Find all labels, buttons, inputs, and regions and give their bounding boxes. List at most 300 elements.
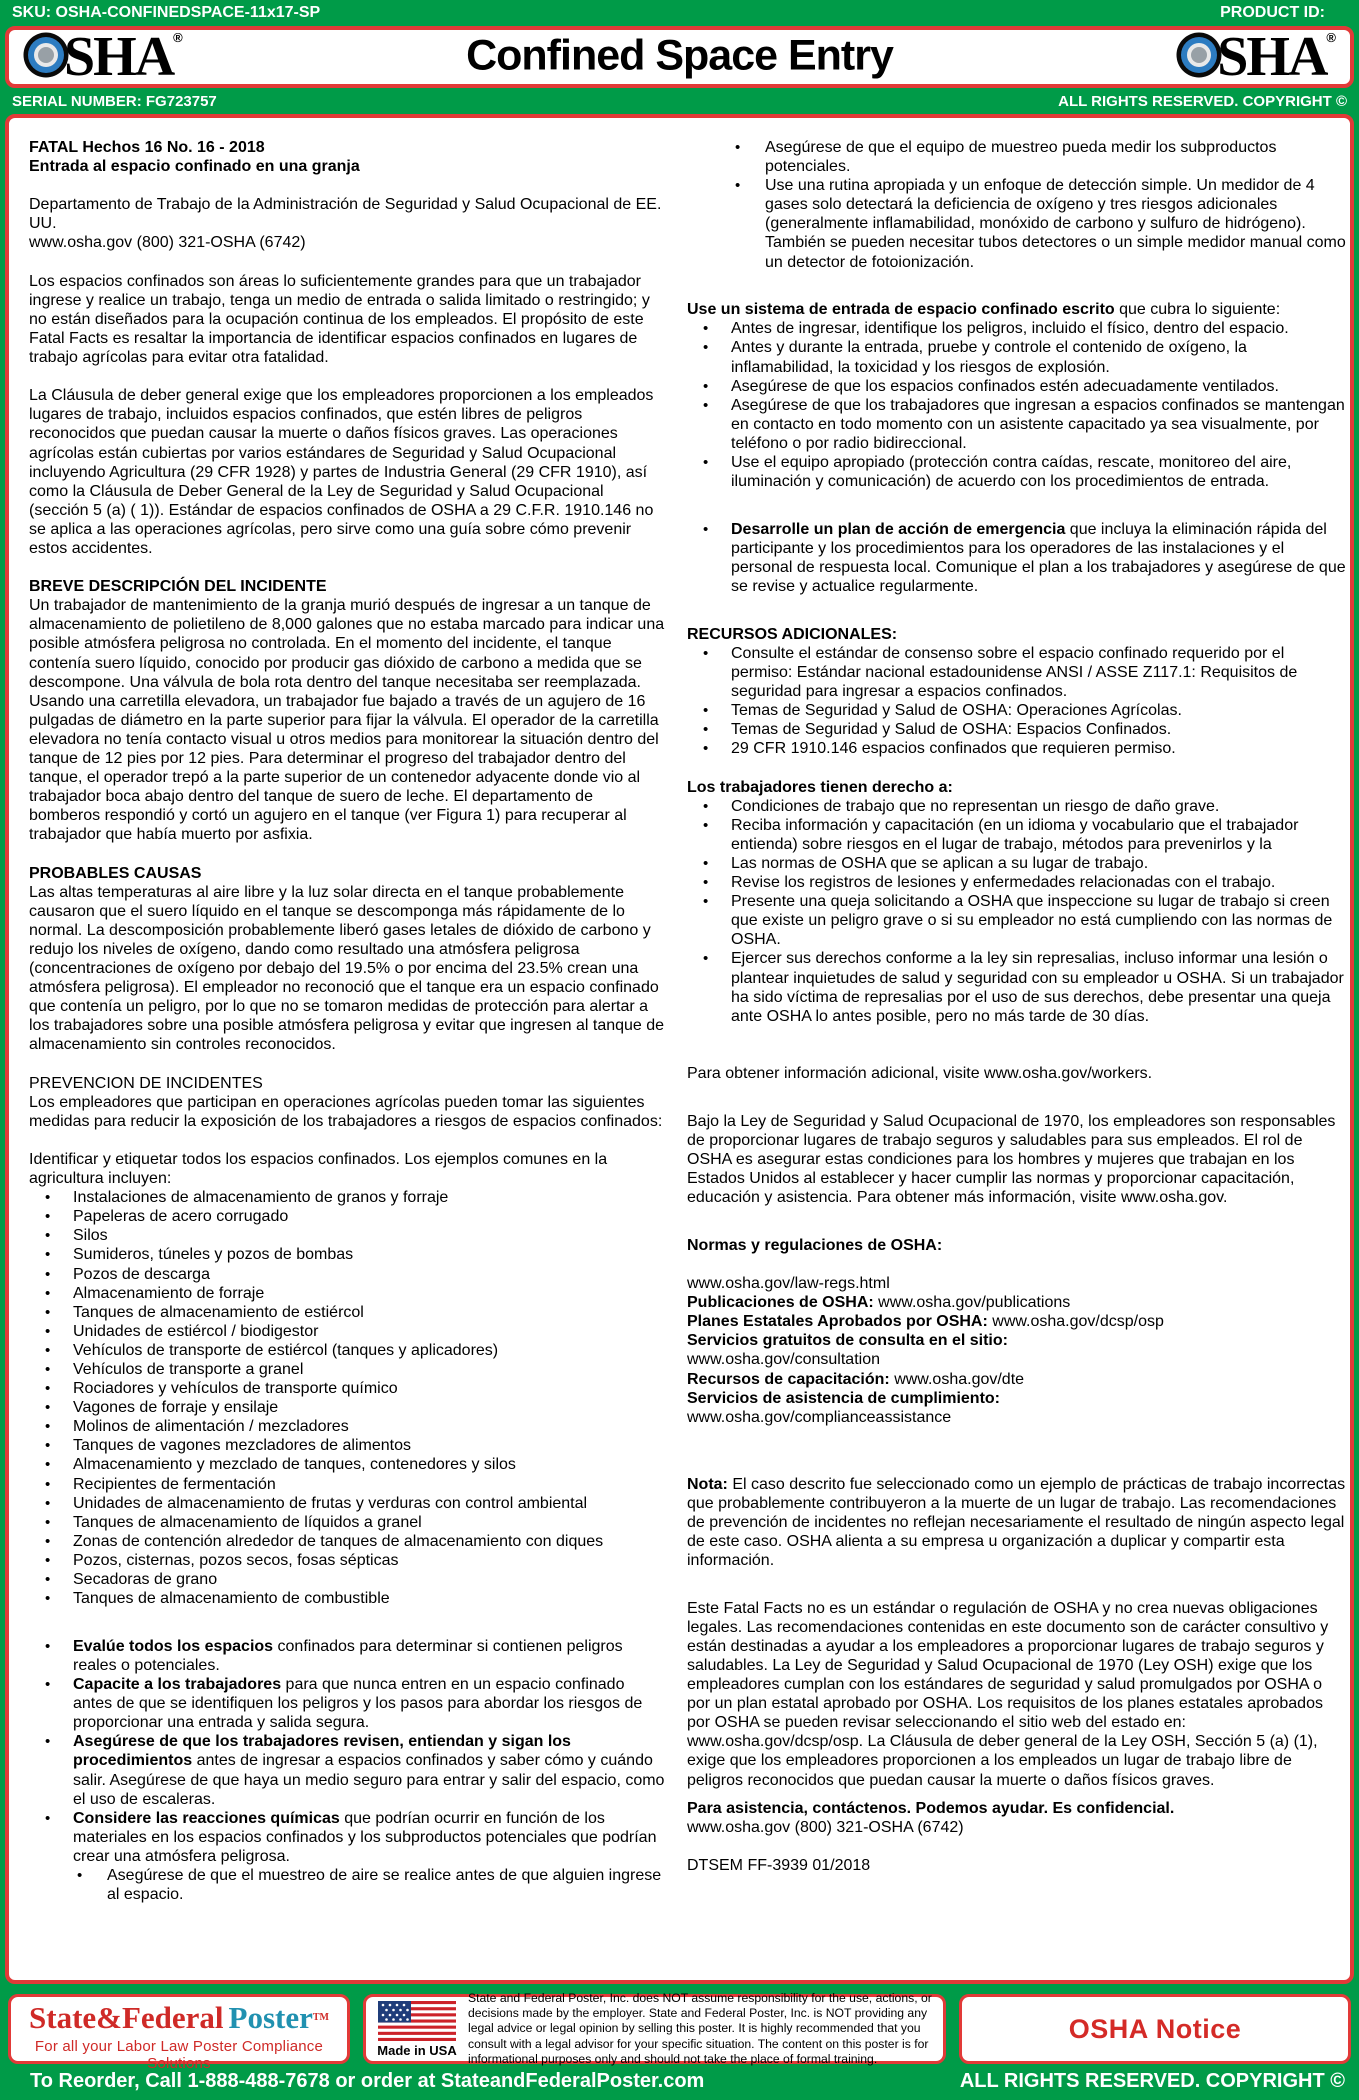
text-run: Tanques de vagones mezcladores de alimentos <box>73 1437 411 1455</box>
bold-text-run: Servicios de asistencia de cumplimiento: <box>687 1389 1000 1407</box>
bullet-item <box>29 1417 667 1436</box>
bullet-text <box>73 1342 498 1359</box>
bold-text-run: Entrada al espacio confinado en una granja <box>29 158 360 176</box>
bullet-icon: • <box>703 320 709 338</box>
poster-body <box>5 114 1354 1984</box>
bold-text-run: Desarrolle un plan de acción de emergencia <box>731 520 1066 538</box>
spacer <box>687 1083 1347 1112</box>
bullet-item <box>687 176 1347 271</box>
bullet-icon: • <box>703 702 709 720</box>
spacer <box>687 1427 1347 1475</box>
spacer <box>29 253 667 272</box>
bullet-icon: • <box>45 1551 51 1569</box>
bullet-icon: • <box>45 1399 51 1417</box>
text-run: Use el equipo apropiado (protección contra caídas, rescate, monitoreo del aire, iluminación y comunicación) de acuerdo con los procedimientos de entrada. <box>731 454 1292 491</box>
text-run: Tanques de almacenamiento de líquidos a granel <box>73 1513 422 1531</box>
bold-text-run: Normas y regulaciones de OSHA: <box>687 1236 943 1254</box>
text-run: www.osha.gov (800) 321-OSHA (6742) <box>687 1819 964 1837</box>
spacer <box>29 176 667 195</box>
bullet-text <box>73 1323 318 1340</box>
bullet-text <box>73 1476 276 1493</box>
bullet-icon: • <box>45 1208 51 1226</box>
bullet-icon: • <box>703 644 709 662</box>
paragraph <box>687 1370 1347 1389</box>
spacer <box>29 367 667 386</box>
bullet-icon: • <box>45 1361 51 1378</box>
spacer <box>29 1131 667 1150</box>
text-run: Instalaciones de almacenamiento de granos y forraje <box>73 1189 449 1207</box>
spacer <box>687 1790 1347 1800</box>
bullet-icon: • <box>45 1513 51 1531</box>
bold-text-run: Asegúrese de que los trabajadores revisen, entiendan y sigan los procedimientos <box>73 1733 571 1770</box>
paragraph <box>687 1856 1347 1875</box>
bullet-item <box>29 1379 667 1398</box>
bullet-icon: • <box>703 740 709 758</box>
bullet-icon: • <box>45 1189 51 1207</box>
bullet-item <box>687 453 1347 491</box>
bullet-item <box>687 797 1347 816</box>
text-run: antes de ingresar a espacios confinados y saber cómo y cuándo salir. Asegúrese de que haya un medio seguro para entrar y salir del espacio, como el uso de escaleras. <box>73 1752 665 1808</box>
text-run: Asegúrese de que los espacios confinados estén adecuadamente ventilados. <box>731 377 1279 395</box>
bullet-icon: • <box>703 874 709 892</box>
bullet-text <box>73 1418 349 1435</box>
text-run: Asegúrese de que el equipo de muestreo pueda medir los subproductos potenciales. <box>765 139 1277 176</box>
bullet-icon: • <box>77 1866 83 1884</box>
bullet-text <box>731 320 1289 337</box>
osha-emblem-icon <box>1176 32 1222 82</box>
text-run: Identificar y etiquetar todos los espacios confinados. Los ejemplos comunes en la agricultura incluyen: <box>29 1150 608 1188</box>
footer <box>0 1984 1359 2100</box>
bullet-icon: • <box>45 1590 51 1608</box>
spacer <box>687 1837 1347 1856</box>
bullet-text <box>73 1304 364 1321</box>
paragraph <box>29 577 667 596</box>
bullet-icon: • <box>45 1418 51 1436</box>
paragraph <box>687 1799 1347 1818</box>
title-banner <box>5 26 1354 88</box>
text-run: DTSEM FF-3939 01/2018 <box>687 1857 871 1875</box>
spacer <box>687 1255 1347 1274</box>
bullet-item <box>29 1732 667 1808</box>
paragraph <box>687 1236 1347 1255</box>
bold-text-run: BREVE DESCRIPCIÓN DEL INCIDENTE <box>29 578 327 596</box>
bullet-item <box>29 1551 667 1570</box>
paragraph <box>687 1112 1347 1207</box>
spacer <box>687 596 1347 625</box>
text-run: que podrían ocurrir en función de los materiales en los espacios confinados y los subproductos potenciales que podrían crear una atmósfera peligrosa. <box>73 1809 657 1865</box>
bullet-icon: • <box>45 1380 51 1398</box>
bullet-text <box>731 521 1346 595</box>
trademark-mark: TM <box>312 2012 329 2023</box>
bullet-list <box>687 797 1347 1026</box>
text-run: que cubra lo siguiente: <box>1114 301 1281 319</box>
bullet-text <box>73 1456 516 1473</box>
paragraph <box>29 596 667 844</box>
bullet-icon: • <box>703 377 709 395</box>
spacer <box>687 272 1347 301</box>
bullet-list <box>687 319 1347 491</box>
text-run: Recipientes de fermentación <box>73 1475 276 1493</box>
bullet-text <box>73 1590 390 1607</box>
bullet-icon: • <box>703 721 709 739</box>
bullet-icon: • <box>703 396 709 414</box>
text-run: Tanques de almacenamiento de estiércol <box>73 1303 364 1321</box>
text-run: Las normas de OSHA que se aplican a su lugar de trabajo. <box>731 855 1149 873</box>
text-run: Los empleadores que participan en operaciones agrícolas pueden tomar las siguientes medidas para reducir la exposición de los trabajadores a riesgos de espacios confinados: <box>29 1093 663 1130</box>
text-run: Las altas temperaturas al aire libre y la luz solar directa en el tanque probablemente causaron que el suero líquido en el tanque se descomponga más rápidamente de lo normal. La descomposición probablemente liberó gases letales de dióxido de carbono y redujo los niveles de oxígeno, dando como resultado una atmósfera peligrosa (concentraciones de oxígeno por debajo del 19.5% o por encima del 23.5% crean una atmósfera peligrosa). El empleador no reconoció que el tanque era un espacio confinado que contenía un peligro, por lo que no se tomaron medidas de protección para alertar a los trabajadores sobre una posible atmósfera peligrosa y evitar que ingresen al tanque de almacenamiento sin controles reconocidos. <box>29 883 665 1054</box>
bullet-text <box>731 798 1219 815</box>
text-run: Zonas de contención alrededor de tanques de almacenamiento con diques <box>73 1532 604 1550</box>
bullet-item <box>687 377 1347 396</box>
left-column <box>29 138 667 1904</box>
text-run: Para obtener información adicional, visite www.osha.gov/workers. <box>687 1065 1153 1083</box>
bold-text-run: Recursos de capacitación: <box>687 1370 890 1388</box>
bullet-item <box>29 1494 667 1513</box>
osha-logo-text: SHA <box>1217 26 1327 88</box>
text-run: www.osha.gov/law-regs.html <box>687 1275 890 1293</box>
osha-logo-right <box>1176 26 1336 88</box>
text-run: Antes y durante la entrada, pruebe y controle el contenido de oxígeno, la inflamabilidad, la toxicidad y los riesgos de explosión. <box>731 339 1247 376</box>
bullet-item <box>687 644 1347 701</box>
brand-name <box>11 1998 347 2038</box>
osha-notice-label: OSHA Notice <box>1068 2013 1242 2044</box>
text-run: www.osha.gov/dte <box>889 1370 1025 1388</box>
bullet-item <box>687 816 1347 854</box>
bullet-item <box>29 1284 667 1303</box>
paragraph <box>29 1074 667 1093</box>
top-bar <box>0 0 1359 26</box>
text-run: Condiciones de trabajo que no representan un riesgo de daño grave. <box>731 797 1220 815</box>
bullet-icon: • <box>45 1322 51 1340</box>
registered-mark: ® <box>1326 30 1336 45</box>
registered-mark: ® <box>173 30 183 45</box>
bullet-text <box>73 1810 656 1865</box>
bullet-text <box>73 1676 642 1731</box>
bullet-item <box>687 701 1347 720</box>
bullet-item <box>687 949 1347 1025</box>
osha-logo-left <box>23 26 183 88</box>
bullet-text <box>73 1208 288 1225</box>
bold-text-run: PROBABLES CAUSAS <box>29 864 202 882</box>
paragraph <box>687 1599 1347 1790</box>
bullet-text <box>73 1380 398 1397</box>
bullet-icon: • <box>45 1341 51 1359</box>
paragraph <box>687 1408 1347 1427</box>
text-run: Unidades de almacenamiento de frutas y verduras con control ambiental <box>73 1494 588 1512</box>
text-run: Pozos, cisternas, pozos secos, fosas sépticas <box>73 1551 399 1569</box>
bullet-text <box>731 397 1345 452</box>
bullet-text <box>73 1266 210 1283</box>
paragraph <box>687 1274 1347 1293</box>
text-run: Asegúrese de que los trabajadores que ingresan a espacios confinados se mantengan en contacto en todo momento con un asistente capacitado ya sea visualmente, por teléfono o por radio bidireccional. <box>731 396 1345 452</box>
text-run: Almacenamiento de forraje <box>73 1284 265 1302</box>
paragraph <box>687 1350 1347 1369</box>
bullet-item <box>29 1436 667 1455</box>
bullet-text <box>73 1733 664 1807</box>
brand-name-red: State&Federal <box>29 2000 224 2035</box>
bullet-icon: • <box>703 339 709 357</box>
text-run: www.osha.gov/publications <box>873 1294 1071 1312</box>
made-in-usa-block <box>374 2001 460 2057</box>
paragraph <box>687 1389 1347 1408</box>
serial-number: SERIAL NUMBER: FG723757 <box>12 92 217 110</box>
reorder-bar <box>0 2068 1359 2100</box>
bullet-icon: • <box>45 1246 51 1264</box>
bullet-text <box>731 721 1171 738</box>
bullet-text <box>73 1399 278 1416</box>
disclaimer-box <box>363 1991 946 2066</box>
sku-label: SKU: OSHA-CONFINEDSPACE-11x17-SP <box>12 4 321 21</box>
bullet-text <box>73 1638 623 1674</box>
footer-boxes <box>0 1984 1359 2072</box>
spacer <box>687 1570 1347 1599</box>
page-title: Confined Space Entry <box>466 31 893 80</box>
bullet-icon: • <box>703 816 709 834</box>
bullet-icon: • <box>45 1571 51 1589</box>
text-run: Asegúrese de que el muestreo de aire se realice antes de que alguien ingrese al espacio. <box>107 1866 662 1904</box>
bullet-text <box>73 1571 217 1588</box>
bullet-item <box>29 1475 667 1494</box>
paragraph <box>687 1475 1347 1570</box>
bullet-icon: • <box>45 1265 51 1283</box>
paragraph <box>29 138 667 157</box>
paragraph <box>29 864 667 883</box>
spacer <box>29 1608 667 1637</box>
bold-text-run: FATAL Hechos 16 No. 16 - 2018 <box>29 139 265 156</box>
bullet-item <box>29 1226 667 1245</box>
bullet-text <box>731 454 1291 490</box>
bullet-icon: • <box>45 1637 51 1655</box>
paragraph <box>29 386 667 558</box>
bullet-item <box>29 1341 667 1360</box>
text-run: Consulte el estándar de consenso sobre el espacio confinado requerido por el permiso: Estándar nacional estadounidense ANSI / ASSE Z117.1: Requisitos de seguridad para ingresar a espacios confinados. <box>731 644 1298 701</box>
text-run: Rociadores y vehículos de transporte químico <box>73 1380 398 1398</box>
text-run: Ejercer sus derechos conforme a la ley sin represalias, incluso informar una lesión o plantear inquietudes de salud y seguridad con su empleador u OSHA. Si un trabajador ha sido víctima de represalias por el uso de sus derechos, debe presentar una queja ante OSHA lo antes posible, pero no más tarde de 30 días. <box>731 950 1344 1025</box>
bullet-text <box>731 339 1247 375</box>
made-in-usa-label: Made in USA <box>377 2043 457 2058</box>
text-run: Almacenamiento y mezclado de tanques, contenedores y silos <box>73 1456 516 1474</box>
text-run: La Cláusula de deber general exige que los empleadores proporcionen a los empleados lugares de trabajo, incluidos espacios confinados, que estén libres de peligros reconocidos que puedan causar la muerte o daños físicos graves. Las operaciones agrícolas están cubiertas por varios estándares de Seguridad y Salud Ocupacional incluyendo Agricultura (29 CFR 1928) y partes de Industria General (29 CFR 1910), así como la Cláusula de Deber General de la Ley de Seguridad y Salud Ocupacional (sección 5 (a) ( 1)). Estándar de espacios confinados de OSHA a 29 C.F.R. 1910.146 no se aplica a las operaciones agrícolas, pero sirve como una guía sobre cómo prevenir estos accidentes. <box>29 387 654 557</box>
bullet-icon: • <box>45 1303 51 1321</box>
text-run: Pozos de descarga <box>73 1265 210 1283</box>
bullet-item <box>29 1455 667 1474</box>
bullet-text <box>73 1285 264 1302</box>
text-run: Molinos de alimentación / mezcladores <box>73 1418 349 1436</box>
text-run: Un trabajador de mantenimiento de la granja murió después de ingresar a un tanque de almacenamiento de polietileno de 8,000 galones que no estaba marcado para indicar una posible atmósfera peligrosa no controlada. En el momento del incidente, el tanque contenía suero líquido, conocido por producir gas dióxido de carbono a medida que se descompone. Una válvula de bola rota dentro del tanque necesitaba ser reemplazada. Usando una carretilla elevadora, un trabajador fue bajado a través de un agujero de 16 pulgadas de diámetro en la parte superior para fijar la válvula. El operador de la carretilla elevadora no tenía contacto visual u otros medios para monitorear la situación dentro del tanque de 12 pies por 12 pies. Para determinar el progreso del trabajador dentro del tanque, el operador trepó a la parte superior de un contenedor adyacente donde vio al trabajador boca abajo dentro del tanque de suero de leche. El departamento de bomberos respondió y cortó un agujero en el tanque (ver Figura 1) para recuperar al trabajador que había muerto por asfixia. <box>29 597 665 844</box>
paragraph <box>687 778 1347 797</box>
spacer <box>29 558 667 577</box>
paragraph <box>687 1331 1347 1350</box>
bullet-icon: • <box>45 1676 51 1694</box>
paragraph <box>29 883 667 1055</box>
bullet-text <box>731 874 1275 891</box>
bullet-item <box>29 1303 667 1322</box>
bullet-icon: • <box>703 950 709 968</box>
bullet-item <box>29 1513 667 1532</box>
reorder-text: To Reorder, Call 1-888-488-7678 or order at StateandFederalPoster.com <box>30 2069 705 2092</box>
rights-text: ALL RIGHTS RESERVED. COPYRIGHT © <box>959 2069 1345 2092</box>
text-run: Vehículos de transporte a granel <box>73 1361 304 1378</box>
bullet-text <box>73 1437 411 1454</box>
text-run: Secadoras de grano <box>73 1571 218 1589</box>
bullet-item <box>29 1866 667 1904</box>
spacer <box>687 491 1347 520</box>
bullet-icon: • <box>735 177 741 195</box>
text-run: Unidades de estiércol / biodigestor <box>73 1322 319 1340</box>
bullet-list <box>29 1188 667 1608</box>
bullet-text <box>731 950 1344 1024</box>
bullet-icon: • <box>703 893 709 911</box>
paragraph <box>29 195 667 233</box>
bullet-text <box>731 855 1148 872</box>
bullet-list <box>687 644 1347 759</box>
text-run: Reciba información y capacitación (en un idioma y vocabulario que el trabajador entienda) sobre riesgos en el lugar de trabajo, métodos para prevenirlos y la <box>731 816 1299 853</box>
text-run: Vehículos de transporte de estiércol (tanques y aplicadores) <box>73 1341 499 1359</box>
bullet-text <box>73 1227 108 1244</box>
paragraph <box>687 1312 1347 1331</box>
bullet-item <box>29 1809 667 1866</box>
spacer <box>29 844 667 863</box>
bullet-icon: • <box>45 1284 51 1302</box>
paragraph <box>687 1064 1347 1083</box>
bullet-item <box>687 319 1347 338</box>
osha-logo-text: SHA <box>64 26 174 88</box>
bold-text-run: Servicios gratuitos de consulta en el sitio: <box>687 1332 1008 1350</box>
text-run: Vagones de forraje y ensilaje <box>73 1399 279 1417</box>
bullet-icon: • <box>45 1809 51 1827</box>
right-column <box>687 138 1347 1876</box>
bullet-text <box>765 177 1346 270</box>
bullet-item <box>687 138 1347 176</box>
paragraph <box>687 625 1347 644</box>
bullet-item <box>687 892 1347 949</box>
text-run: para que nunca entren en un espacio confinado antes de que se identifiquen los peligros y los pasos para abordar los riesgos de proporcionar una entrada y salida segura. <box>73 1676 643 1732</box>
bullet-item <box>687 854 1347 873</box>
paragraph <box>687 1293 1347 1312</box>
bold-text-run: Evalúe todos los espacios <box>73 1637 274 1655</box>
paragraph <box>687 1818 1347 1837</box>
bullet-item <box>687 338 1347 376</box>
text-run: Temas de Seguridad y Salud de OSHA: Espacios Confinados. <box>731 721 1172 739</box>
bullet-list <box>687 520 1347 596</box>
bullet-text <box>731 817 1298 853</box>
bold-text-run: Considere las reacciones químicas <box>73 1809 340 1827</box>
bullet-icon: • <box>703 520 709 538</box>
paragraph <box>29 1150 667 1188</box>
bullet-item <box>29 1265 667 1284</box>
bullet-item <box>29 1360 667 1379</box>
bullet-text <box>73 1189 448 1206</box>
text-run: Bajo la Ley de Seguridad y Salud Ocupacional de 1970, los empleadores son responsables de proporcionar lugares de trabajo seguros y saludables para sus empleados. El rol de OSHA es asegurar estas condiciones para los hombres y mujeres que trabajan en los Estados Unidos al establecer y hacer cumplir las normas y proporcionar capacitación, educación y asistencia. Para obtener más información, visite www.osha.gov. <box>687 1112 1336 1207</box>
bullet-item <box>29 1322 667 1341</box>
bullet-text <box>73 1246 353 1263</box>
text-run: Los espacios confinados son áreas lo suficientemente grandes para que un trabajador ingrese y realice un trabajo, tenga un medio de entrada o salida limitado o restringido; y no están diseñados para la ocupación continua de los empleados. El propósito de este Fatal Facts es resaltar la importancia de identificar espacios confinados en lugares de trabajo agrícolas para evitar otra fatalidad. <box>29 272 650 367</box>
bullet-text <box>731 378 1279 395</box>
bullet-text <box>73 1495 587 1512</box>
bullet-text <box>731 893 1332 948</box>
bullet-list <box>687 138 1347 272</box>
text-run: www.osha.gov (800) 321-OSHA (6742) <box>29 234 306 252</box>
product-id-label: PRODUCT ID: <box>1220 4 1325 21</box>
bullet-item <box>29 1398 667 1417</box>
text-run: Temas de Seguridad y Salud de OSHA: Operaciones Agrícolas. <box>731 702 1182 720</box>
bullet-item <box>687 396 1347 453</box>
text-run: El caso descrito fue seleccionado como un ejemplo de prácticas de trabajo incorrectas que probablemente contribuyeron a la muerte de un lugar de trabajo. Las recomendaciones de prevención de incidentes no reflejan necesariamente el resultado de ningún aspecto legal de este caso. OSHA alienta a su empresa u organización a duplicar y compartir esta información. <box>687 1475 1346 1569</box>
bullet-item <box>29 1207 667 1226</box>
paragraph <box>29 1093 667 1131</box>
bullet-icon: • <box>45 1437 51 1455</box>
bullet-item <box>29 1675 667 1732</box>
paragraph <box>687 300 1347 319</box>
bullet-icon: • <box>45 1532 51 1550</box>
spacer <box>29 1055 667 1074</box>
brand-tagline: For all your Labor Law Poster Compliance Solutions <box>34 2038 324 2072</box>
text-run: 29 CFR 1910.146 espacios confinados que requieren permiso. <box>731 740 1176 758</box>
bullet-item <box>29 1188 667 1207</box>
spacer <box>687 759 1347 778</box>
state-federal-poster-logo <box>8 1994 350 2072</box>
bullet-text <box>73 1514 422 1531</box>
bullet-icon: • <box>45 1227 51 1245</box>
bullet-icon: • <box>45 1475 51 1493</box>
bullet-text <box>73 1552 398 1569</box>
bold-text-run: Planes Estatales Aprobados por OSHA: <box>687 1313 988 1331</box>
bold-text-run: Para asistencia, contáctenos. Podemos ayudar. Es confidencial. <box>687 1800 1175 1818</box>
paragraph <box>29 157 667 176</box>
text-run: Tanques de almacenamiento de combustible <box>73 1590 390 1608</box>
text-run: Papeleras de acero corrugado <box>73 1208 289 1226</box>
bullet-text <box>73 1361 303 1378</box>
bullet-item <box>29 1532 667 1551</box>
text-run: que incluya la eliminación rápida del participante y los procedimientos para los operadores de las instalaciones y el personal de respuesta local. Comunique el plan a los trabajadores y asegúrese de que se revise y actualice regularmente. <box>731 520 1346 596</box>
text-run: Antes de ingresar, identifique los peligros, incluido el físico, dentro del espacio. <box>731 320 1289 338</box>
bullet-item <box>687 720 1347 739</box>
text-run: Use una rutina apropiada y un enfoque de detección simple. Un medidor de 4 gases solo detectará la deficiencia de oxígeno y tres riesgos adicionales (generalmente inflamabilidad, monóxido de carbono y sulfuro de hidrógeno). También se pueden necesitar tubos detectores o un simple medidor manual como un detector de fotoionización. <box>765 177 1346 271</box>
spacer <box>687 1207 1347 1236</box>
bold-text-run: Use un sistema de entrada de espacio confinado escrito <box>687 301 1115 319</box>
text-run: Silos <box>73 1227 108 1245</box>
bullet-icon: • <box>703 797 709 815</box>
bullet-icon: • <box>703 855 709 873</box>
bullet-text <box>731 702 1182 719</box>
bullet-item <box>29 1570 667 1589</box>
bullet-icon: • <box>735 139 741 156</box>
disclaimer-text: State and Federal Poster, Inc. does NOT assume responsibility for the use, actions, or decisions made by the employer. State and Federal Poster, Inc. is NOT providing any legal advice or legal opinion by selling this poster. It is highly recommended that you consult with a legal advisor for your specific situation. The content on this poster is for informational purposes only and should not take the place of formal training. <box>468 1991 932 2066</box>
bullet-text <box>731 740 1176 757</box>
bullet-item <box>29 1589 667 1608</box>
bullet-text <box>73 1533 603 1550</box>
bullet-item <box>687 520 1347 596</box>
paragraph <box>29 272 667 367</box>
bullet-text <box>765 139 1276 175</box>
text-run: www.osha.gov/dcsp/osp <box>987 1313 1164 1331</box>
text-run: Departamento de Trabajo de la Administración de Seguridad y Salud Ocupacional de EE. UU. <box>29 196 662 233</box>
bold-text-run: RECURSOS ADICIONALES: <box>687 625 898 643</box>
spacer <box>687 1026 1347 1064</box>
text-run: www.osha.gov/consultation <box>687 1351 880 1369</box>
bullet-list <box>29 1637 667 1904</box>
bullet-icon: • <box>45 1733 51 1751</box>
bullet-item <box>29 1637 667 1675</box>
text-run: PREVENCION DE INCIDENTES <box>29 1074 263 1092</box>
brand-name-blue: Poster <box>228 2000 313 2035</box>
serial-bar <box>0 88 1359 114</box>
bold-text-run: Capacite a los trabajadores <box>73 1676 282 1694</box>
osha-notice-box <box>959 1994 1351 2064</box>
paragraph <box>29 233 667 252</box>
bullet-item <box>687 739 1347 758</box>
bold-text-run: Los trabajadores tienen derecho a: <box>687 778 953 796</box>
